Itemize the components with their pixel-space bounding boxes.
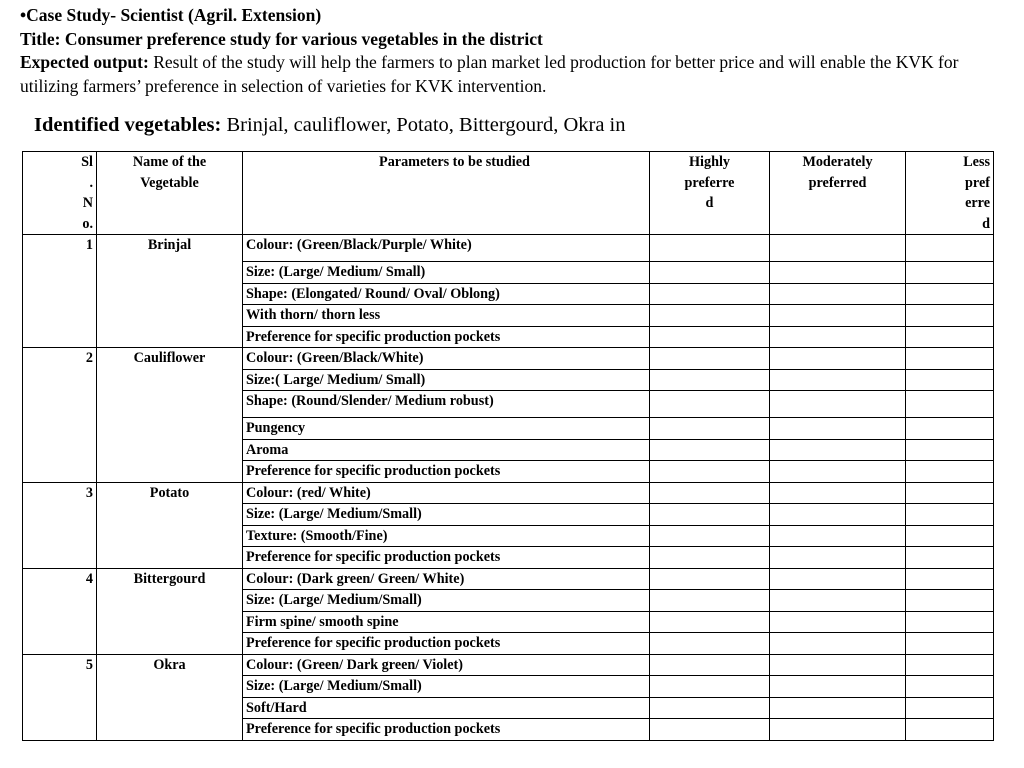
less-preferred-cell bbox=[906, 369, 994, 391]
less-preferred-cell bbox=[906, 590, 994, 612]
vegetable-name: Potato bbox=[97, 482, 243, 568]
moderately-preferred-cell bbox=[770, 504, 906, 526]
highly-preferred-cell bbox=[650, 654, 770, 676]
highly-preferred-cell bbox=[650, 568, 770, 590]
moderately-preferred-cell bbox=[770, 568, 906, 590]
parameter: Soft/Hard bbox=[243, 697, 650, 719]
highly-preferred-cell bbox=[650, 525, 770, 547]
preference-table bbox=[22, 151, 994, 741]
less-preferred-cell bbox=[906, 482, 994, 504]
moderately-preferred-cell bbox=[770, 461, 906, 483]
highly-preferred-cell bbox=[650, 611, 770, 633]
highly-preferred-cell bbox=[650, 461, 770, 483]
less-preferred-cell bbox=[906, 461, 994, 483]
moderately-preferred-cell bbox=[770, 547, 906, 569]
moderately-preferred-cell bbox=[770, 418, 906, 440]
parameter: Shape: (Round/Slender/ Medium robust) bbox=[243, 391, 650, 418]
highly-preferred-cell bbox=[650, 676, 770, 698]
parameter: Colour: (Green/Black/Purple/ White) bbox=[243, 235, 650, 262]
parameter: Preference for specific production pockets bbox=[243, 633, 650, 655]
parameter: Firm spine/ smooth spine bbox=[243, 611, 650, 633]
vegetable-name: Brinjal bbox=[97, 235, 243, 348]
less-preferred-cell bbox=[906, 611, 994, 633]
moderately-preferred-cell bbox=[770, 590, 906, 612]
moderately-preferred-cell bbox=[770, 654, 906, 676]
less-preferred-cell bbox=[906, 654, 994, 676]
header-less-preferred: Less pref erre d bbox=[906, 152, 994, 235]
moderately-preferred-cell bbox=[770, 633, 906, 655]
parameter: Preference for specific production pockets bbox=[243, 719, 650, 741]
header-sl-no: Sl . N o. bbox=[23, 152, 97, 235]
vegetable-name: Okra bbox=[97, 654, 243, 740]
highly-preferred-cell bbox=[650, 482, 770, 504]
header-highly-preferred: Highly preferre d bbox=[650, 152, 770, 235]
highly-preferred-cell bbox=[650, 283, 770, 305]
identified-vegetables bbox=[34, 112, 626, 138]
parameter: Size:( Large/ Medium/ Small) bbox=[243, 369, 650, 391]
highly-preferred-cell bbox=[650, 504, 770, 526]
moderately-preferred-cell bbox=[770, 697, 906, 719]
parameter: Colour: (Green/ Dark green/ Violet) bbox=[243, 654, 650, 676]
parameter: Size: (Large/ Medium/Small) bbox=[243, 590, 650, 612]
sl-no: 4 bbox=[23, 568, 97, 654]
highly-preferred-cell bbox=[650, 719, 770, 741]
less-preferred-cell bbox=[906, 283, 994, 305]
header-moderately-preferred: Moderately preferred bbox=[770, 152, 906, 235]
parameter: Preference for specific production pockets bbox=[243, 547, 650, 569]
table-row bbox=[23, 348, 994, 370]
moderately-preferred-cell bbox=[770, 719, 906, 741]
highly-preferred-cell bbox=[650, 391, 770, 418]
highly-preferred-cell bbox=[650, 305, 770, 327]
parameter: Preference for specific production pockets bbox=[243, 326, 650, 348]
less-preferred-cell bbox=[906, 418, 994, 440]
table-row bbox=[23, 235, 994, 262]
highly-preferred-cell bbox=[650, 633, 770, 655]
parameter: Colour: (Green/Black/White) bbox=[243, 348, 650, 370]
moderately-preferred-cell bbox=[770, 391, 906, 418]
header-parameters: Parameters to be studied bbox=[243, 152, 650, 235]
highly-preferred-cell bbox=[650, 326, 770, 348]
header-vegetable-name: Name of the Vegetable bbox=[97, 152, 243, 235]
moderately-preferred-cell bbox=[770, 676, 906, 698]
table-row bbox=[23, 568, 994, 590]
less-preferred-cell bbox=[906, 348, 994, 370]
intro-section bbox=[20, 4, 1010, 98]
parameter: With thorn/ thorn less bbox=[243, 305, 650, 327]
highly-preferred-cell bbox=[650, 418, 770, 440]
highly-preferred-cell bbox=[650, 235, 770, 262]
moderately-preferred-cell bbox=[770, 525, 906, 547]
moderately-preferred-cell bbox=[770, 283, 906, 305]
identified-vegetables-label: Identified vegetables: bbox=[34, 114, 222, 136]
less-preferred-cell bbox=[906, 568, 994, 590]
moderately-preferred-cell bbox=[770, 482, 906, 504]
less-preferred-cell bbox=[906, 547, 994, 569]
expected-output bbox=[20, 51, 1010, 98]
vegetable-name: Bittergourd bbox=[97, 568, 243, 654]
moderately-preferred-cell bbox=[770, 369, 906, 391]
less-preferred-cell bbox=[906, 676, 994, 698]
table-header-row bbox=[23, 152, 994, 235]
parameter: Size: (Large/ Medium/Small) bbox=[243, 504, 650, 526]
parameter: Size: (Large/ Medium/ Small) bbox=[243, 262, 650, 284]
moderately-preferred-cell bbox=[770, 235, 906, 262]
moderately-preferred-cell bbox=[770, 262, 906, 284]
sl-no: 5 bbox=[23, 654, 97, 740]
highly-preferred-cell bbox=[650, 697, 770, 719]
vegetable-name: Cauliflower bbox=[97, 348, 243, 483]
less-preferred-cell bbox=[906, 305, 994, 327]
sl-no: 2 bbox=[23, 348, 97, 483]
less-preferred-cell bbox=[906, 439, 994, 461]
parameter: Aroma bbox=[243, 439, 650, 461]
table-row bbox=[23, 654, 994, 676]
less-preferred-cell bbox=[906, 504, 994, 526]
highly-preferred-cell bbox=[650, 348, 770, 370]
less-preferred-cell bbox=[906, 235, 994, 262]
less-preferred-cell bbox=[906, 719, 994, 741]
parameter: Colour: (red/ White) bbox=[243, 482, 650, 504]
parameter: Preference for specific production pockets bbox=[243, 461, 650, 483]
expected-output-label: Expected output: bbox=[20, 52, 149, 72]
moderately-preferred-cell bbox=[770, 348, 906, 370]
moderately-preferred-cell bbox=[770, 611, 906, 633]
moderately-preferred-cell bbox=[770, 439, 906, 461]
highly-preferred-cell bbox=[650, 590, 770, 612]
parameter: Pungency bbox=[243, 418, 650, 440]
sl-no: 1 bbox=[23, 235, 97, 348]
less-preferred-cell bbox=[906, 262, 994, 284]
moderately-preferred-cell bbox=[770, 305, 906, 327]
parameter: Size: (Large/ Medium/Small) bbox=[243, 676, 650, 698]
less-preferred-cell bbox=[906, 525, 994, 547]
highly-preferred-cell bbox=[650, 439, 770, 461]
identified-vegetables-text: Brinjal, cauliflower, Potato, Bittergourd, Okra in bbox=[221, 114, 626, 136]
highly-preferred-cell bbox=[650, 547, 770, 569]
less-preferred-cell bbox=[906, 326, 994, 348]
case-study-heading: •Case Study- Scientist (Agril. Extension) bbox=[20, 5, 322, 25]
moderately-preferred-cell bbox=[770, 326, 906, 348]
study-title: Title: Consumer preference study for various vegetables in the district bbox=[20, 28, 543, 49]
less-preferred-cell bbox=[906, 391, 994, 418]
sl-no: 3 bbox=[23, 482, 97, 568]
parameter: Texture: (Smooth/Fine) bbox=[243, 525, 650, 547]
less-preferred-cell bbox=[906, 697, 994, 719]
parameter: Colour: (Dark green/ Green/ White) bbox=[243, 568, 650, 590]
expected-output-text: Result of the study will help the farmers to plan market led production for better price and will enable the KVK for utilizing farmers’ preference in selection of varieties for KVK intervention. bbox=[20, 52, 959, 96]
highly-preferred-cell bbox=[650, 262, 770, 284]
less-preferred-cell bbox=[906, 633, 994, 655]
table-row bbox=[23, 482, 994, 504]
highly-preferred-cell bbox=[650, 369, 770, 391]
parameter: Shape: (Elongated/ Round/ Oval/ Oblong) bbox=[243, 283, 650, 305]
